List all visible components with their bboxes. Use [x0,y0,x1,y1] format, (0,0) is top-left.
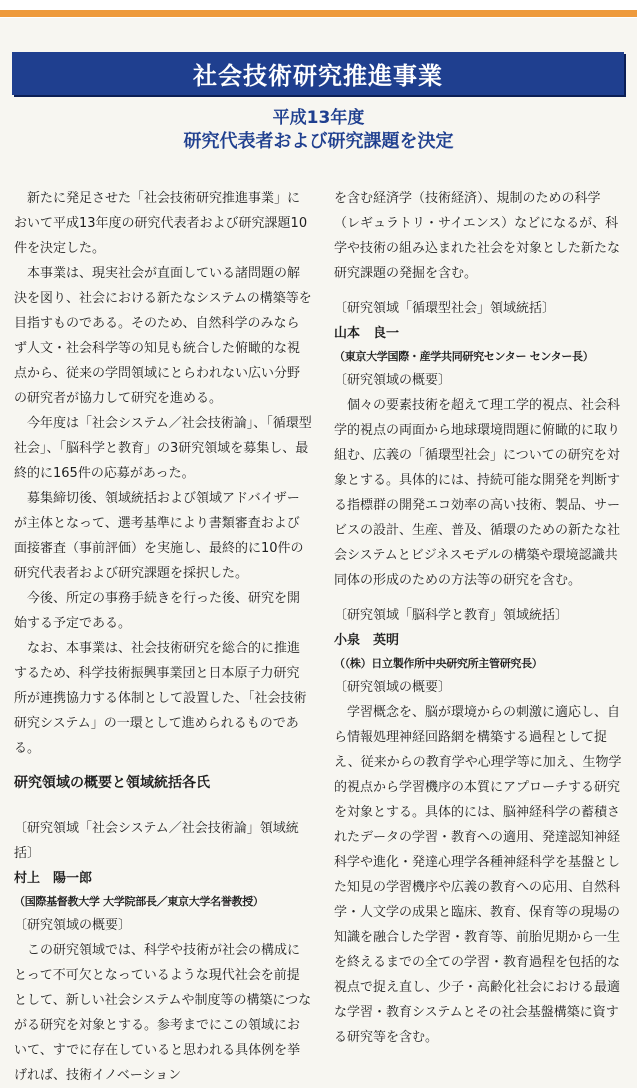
director-name: 村上 陽一郎 [14,871,93,886]
director-affiliation: （（株）日立製作所中央研究所主管研究長） [334,657,543,670]
subtitle-decision: 研究代表者および研究課題を決定 [183,131,454,152]
director-affiliation: （東京大学国際・産学共同研究センター センター長） [334,350,594,363]
director-affiliation: （国際基督教大学 大学院部長／東京大学名誉教授） [14,895,264,908]
spacer [334,286,625,296]
section-heading: 研究領域の概要と領域統括各氏 [14,775,210,791]
orange-stripe [0,10,637,17]
title-banner [12,52,624,95]
area-overview-text-continued: を含む経済学（技術経済）、規制のための科学（レギュラトリ・サイエンス）などになるが、科学や技術の組み込まれた社会を対象とした新たな研究課題の発掘を含む。 [334,191,621,281]
spacer [14,796,312,816]
subtitle-year: 平成13年度 [272,108,365,128]
paragraph-purpose: 本事業は、現実社会が直面している諸問題の解決を図り、社会における新たなシステムの構築等を目指すものである。そのため、自然科学のみならず人文・社会科学等の知見も統合した俯瞰的な視点から、従来の学問領域にとらわれない広い分野の研究者が協力して研究を進める。 [14,266,312,406]
page-title: 社会技術研究推進事業 [193,62,443,90]
paragraph-selection: 募集締切後、領域統括および領域アドバイザーが主体となって、選考基準により書類審査および面接審査（事前評価）を実施し、最終的に10件の研究代表者および研究課題を採択した。 [14,491,304,581]
spacer [14,761,312,771]
paragraph-system: なお、本事業は、社会技術研究を総合的に推進するため、科学技術振興事業団と日本原子力研究所が連携協力する体制として設置した、「社会技術研究システム」の一環として進められるものである。 [14,641,307,756]
paragraph-intro: 新たに発足させた「社会技術研究推進事業」において平成13年度の研究代表者および研究課題10件を決定した。 [14,191,308,256]
overview-label: 〔研究領域の概要〕 [334,373,452,388]
area-overview-text: 個々の要素技術を超えて理工学的視点、社会科学的視点の両面から地球環境問題に俯瞰的に取り組む、広義の「循環型社会」についての研究を対象とする。具体的には、持続可能な開発を判断する指標群の開発エコ効率の高い技術、製品、サービスの設計、生産、普及、循環のための新たな社会システムとビジネスモデルの構築や環境認識共同体の形成のための方法等の研究を含む。 [334,398,621,588]
area-overview-text: 学習概念を、脳が環境からの刺激に適応し、自ら情報処理神経回路網を構築する過程として捉え、従来からの教育学や心理学等に加え、生物学的視点から学習機序の本質にアプローチする研究を対象とする。具体的には、脳神経科学の蓄積されたデータの学習・教育への適用、発達認知神経科学や進化・発達心理学各種神経科学を基盤とした知見の学習機序や広義の教育への応用、自然科学・人文学の成果と臨床、教育、保育等の現場の知識を融合した学習・教育等、前胎児期から一生を終えるまでの全ての学習・教育過程を包括的な視点で捉え直し、少子・高齢化社会における最適な学習・教育システムとその社会基盤構築に資する研究等を含む。 [334,705,622,1045]
area-overview-text: この研究領域では、科学や技術が社会の構成にとって不可欠となっているような現代社会を前提として、新しい社会システムや制度等の構築につながる研究を対象とする。参考までにこの領域において、すでに存在していると思われる具体例を挙げれば、技術イノベーション [14,943,312,1083]
overview-label: 〔研究領域の概要〕 [14,918,132,933]
paragraph-schedule: 今後、所定の事務手続きを行った後、研究を開始する予定である。 [14,591,301,631]
right-column [334,186,625,1050]
left-column [14,186,312,1088]
area-label: 〔研究領域「社会システム／社会技術論」領域統括〕 [14,821,299,861]
spacer [334,593,625,603]
director-name: 小泉 英明 [334,633,400,648]
overview-label: 〔研究領域の概要〕 [334,680,452,695]
paragraph-areas: 今年度は「社会システム／社会技術論」、「循環型社会」、「脳科学と教育」の3研究領域を募集し、最終的に165件の応募があった。 [14,416,312,481]
area-label: 〔研究領域「脳科学と教育」領域統括〕 [334,608,569,623]
director-name: 山本 良一 [334,326,400,341]
area-label: 〔研究領域「循環型社会」領域統括〕 [334,301,556,316]
top-decorative-stripe [0,0,637,18]
